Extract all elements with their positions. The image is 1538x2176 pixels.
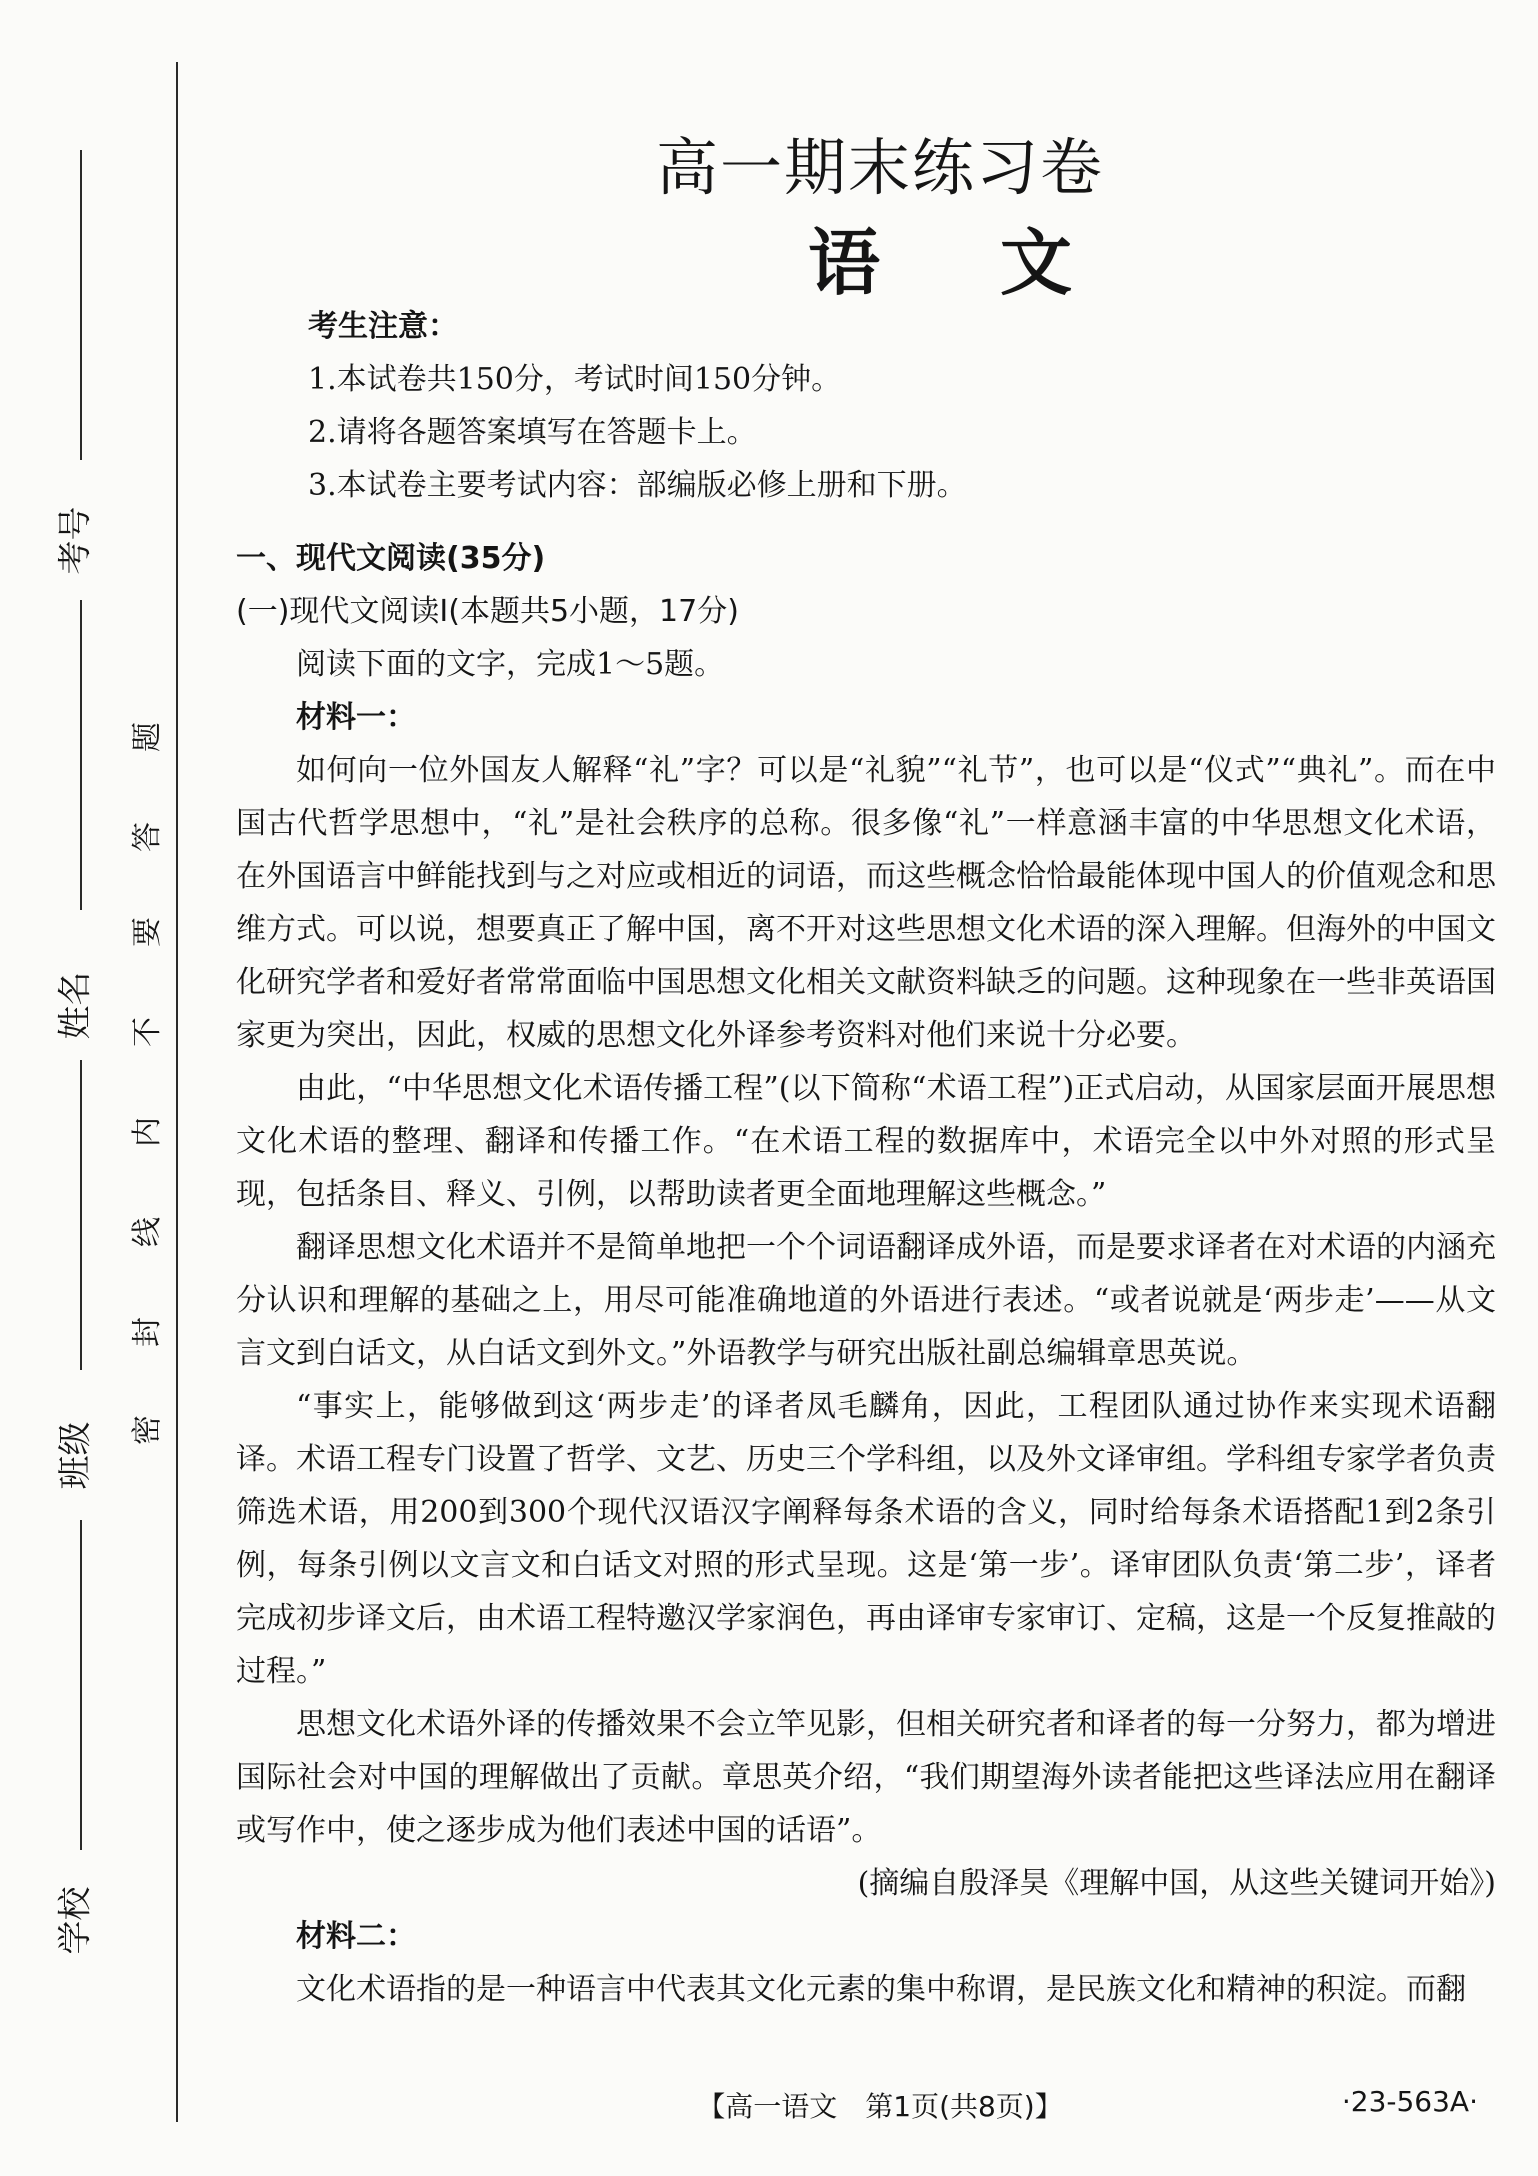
- exam-content: [236, 300, 1496, 2016]
- notice-item: 3.本试卷主要考试内容：部编版必修上册和下册。: [308, 468, 967, 503]
- material-paragraph: “事实上，能够做到这‘两步走’的译者凤毛麟角，因此，工程团队通过协作来实现术语翻译。术语工程专门设置了哲学、文艺、历史三个学科组，以及外文译审组。学科组专家学者负责筛选术语，用200到300个现代汉语汉字阐释每条术语的含义，同时给每条术语搭配1到2条引例，每条引例以文言文和白话文对照的形式呈现。这是‘第一步’。译审团队负责‘第二步’，译者完成初步译文后，由术语工程特邀汉学家润色，再由译审专家审订、定稿，这是一个反复推敲的过程。”: [236, 1389, 1496, 1689]
- material-two-label: 材料二：: [296, 1919, 416, 1954]
- material-paragraph: 如何向一位外国友人解释“礼”字？可以是“礼貌”“礼节”，也可以是“仪式”“典礼”。而在中国古代哲学思想中，“礼”是社会秩序的总称。很多像“礼”一样意涵丰富的中华思想文化术语，在外国语言中鲜能找到与之对应或相近的词语，而这些概念恰恰最能体现中国人的价值观念和思维方式。可以说，想要真正了解中国，离不开对这些思想文化术语的深入理解。但海外的中国文化研究学者和爱好者常常面临中国思想文化相关文献资料缺乏的问题。这种现象在一些非英语国家更为突出，因此，权威的思想文化外译参考资料对他们来说十分必要。: [236, 753, 1496, 1053]
- exam-number-rule: [80, 150, 82, 460]
- reading-instruction: 阅读下面的文字，完成1～5题。: [296, 647, 725, 682]
- section-heading: 一、现代文阅读(35分): [236, 541, 546, 576]
- exam-title: 高一期末练习卷: [655, 131, 1104, 204]
- class-rule: [80, 1060, 82, 1370]
- material-paragraph: 翻译思想文化术语并不是简单地把一个个词语翻译成外语，而是要求译者在对术语的内涵充分认识和理解的基础之上，用尽可能准确地道的外语进行表述。“或者说就是‘两步走’——从文言文到白话文，从白话文到外文。”外语教学与研究出版社副总编辑章思英说。: [236, 1230, 1496, 1371]
- seal-char: 密: [130, 1415, 165, 1445]
- material-paragraph: 由此，“中华思想文化术语传播工程”(以下简称“术语工程”)正式启动，从国家层面开展思想文化术语的整理、翻译和传播工作。“在术语工程的数据库中，术语完全以中外对照的形式呈现，包括条目、释义、引例，以帮助读者更全面地理解这些概念。”: [236, 1071, 1496, 1212]
- binding-margin: [0, 0, 185, 2176]
- subject-title: 语文: [807, 221, 1192, 305]
- class-field: [42, 1421, 102, 1490]
- paper-code: ·23-563A·: [1341, 2085, 1478, 2118]
- seal-char: 封: [130, 1317, 165, 1347]
- school-field: [42, 1886, 102, 1955]
- material-paragraph: 文化术语指的是一种语言中代表其文化元素的集中称谓，是民族文化和精神的积淀。而翻: [296, 1972, 1466, 2007]
- seal-char: 线: [130, 1217, 165, 1247]
- exam-number-label: 考号: [55, 506, 96, 575]
- subsection-heading: (一)现代文阅读Ⅰ(本题共5小题，17分): [236, 594, 739, 629]
- seal-char: 内: [130, 1117, 165, 1147]
- material-paragraph: 思想文化术语外译的传播效果不会立竿见影，但相关研究者和译者的每一分努力，都为增进国际社会对中国的理解做出了贡献。章思英介绍，“我们期望海外读者能把这些译法应用在翻译或写作中，使之逐步成为他们表述中国的话语”。: [236, 1707, 1496, 1848]
- name-label: 姓名: [55, 971, 96, 1040]
- notice-item: 2.请将各题答案填写在答题卡上。: [308, 415, 757, 450]
- school-rule: [80, 1520, 82, 1850]
- seal-char: 不: [130, 1017, 165, 1047]
- binding-line: [176, 62, 178, 2122]
- seal-char: 答: [130, 822, 165, 852]
- exam-number-field: [42, 506, 102, 575]
- seal-char: 要: [130, 917, 165, 947]
- school-label: 学校: [55, 1886, 96, 1955]
- notice-heading: 考生注意：: [308, 309, 458, 344]
- name-rule: [80, 600, 82, 910]
- material-source: (摘编自殷泽昊《理解中国，从这些关键词开始》): [857, 1866, 1496, 1901]
- page-footer: 【高一语文 第1页(共8页)】: [697, 2090, 1063, 2123]
- notice-item: 1.本试卷共150分，考试时间150分钟。: [308, 362, 842, 397]
- material-one-label: 材料一：: [296, 700, 416, 735]
- class-label: 班级: [55, 1421, 96, 1490]
- name-field: [42, 971, 102, 1040]
- seal-char: 题: [130, 722, 165, 752]
